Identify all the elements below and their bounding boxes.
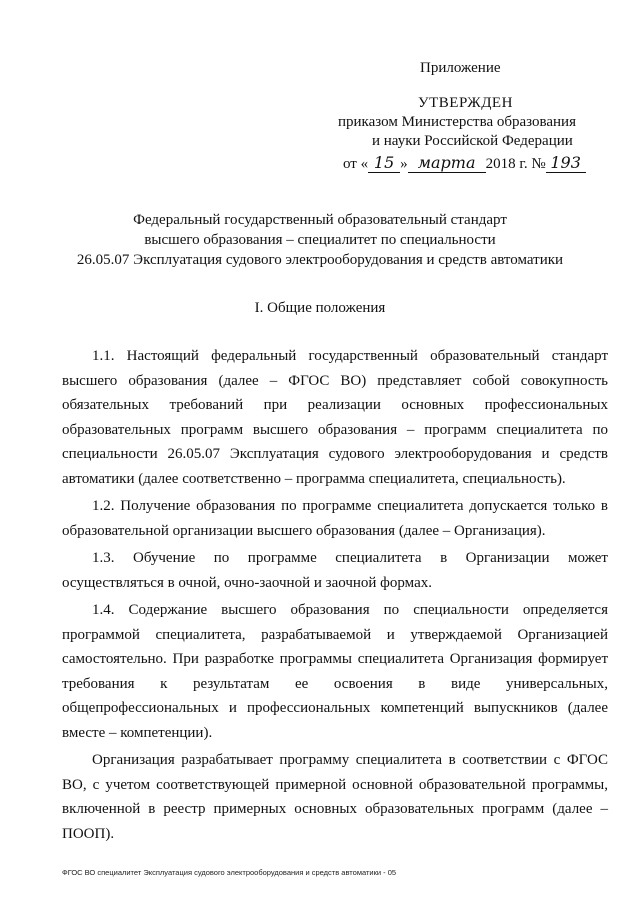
paragraph-1-1: 1.1. Настоящий федеральный государственный образовательный стандарт высшего образования (далее – ФГОС ВО) представляет собой совокупность обязательных требований при реализации основных профессиональных образовательных программ высшего образования – программ специалитета по специальности 26.05.07 Эксплуатация судового электрооборудования и средств автоматики (далее соответственно – программа специалитета, специальность).: [62, 348, 608, 487]
handwritten-month: марта: [408, 153, 486, 173]
paragraph-1-2: 1.2. Получение образования по программе специалитета допускается только в образовательной организации высшего образования (далее – Организация).: [62, 498, 608, 539]
handwritten-order-number: 193: [546, 153, 586, 173]
date-year: 2018 г. №: [485, 156, 546, 172]
paragraph-organization: Организация разрабатывает программу специалитета в соответствии с ФГОС ВО, с учетом соответствующей примерной основной образовательной программы, включенной в реестр примерных основных образовательных программ (далее – ПООП).: [62, 752, 608, 842]
title-line-3: 26.05.07 Эксплуатация судового электрооборудования и средств автоматики: [76, 252, 564, 268]
paragraph-1-4: 1.4. Содержание высшего образования по специальности определяется программой специалитета, разрабатываемой и утверждаемой Организацией самостоятельно. При разработке программы специалитета Организация формирует требования к результатам ее освоения в виде универсальных, общепрофессиональных и профессиональных компетенций выпускников (далее вместе – компетенции).: [62, 602, 608, 741]
document-title: [0, 210, 640, 270]
title-line-1: Федеральный государственный образовательный стандарт: [133, 212, 507, 228]
page-footer: ФГОС ВО специалитет Эксплуатация судового электрооборудования и средств автоматики - 05: [62, 868, 397, 877]
date-prefix: от «: [343, 156, 369, 172]
date-mid: »: [400, 156, 408, 172]
handwritten-day: 15: [368, 153, 400, 173]
order-line-2: и науки Российской Федерации: [372, 133, 573, 149]
title-line-2: высшего образования – специалитет по специальности: [144, 232, 496, 248]
approved-stamp-label: УТВЕРЖДЕН: [418, 95, 513, 111]
order-line-1: приказом Министерства образования: [338, 114, 576, 130]
paragraph-1-3: 1.3. Обучение по программе специалитета в Организации может осуществляться в очной, очно-заочной и заочной формах.: [62, 550, 608, 591]
document-body: [62, 344, 608, 846]
order-date-line: [343, 153, 586, 173]
appendix-label: Приложение: [420, 60, 501, 76]
section-heading: I. Общие положения: [254, 300, 386, 316]
